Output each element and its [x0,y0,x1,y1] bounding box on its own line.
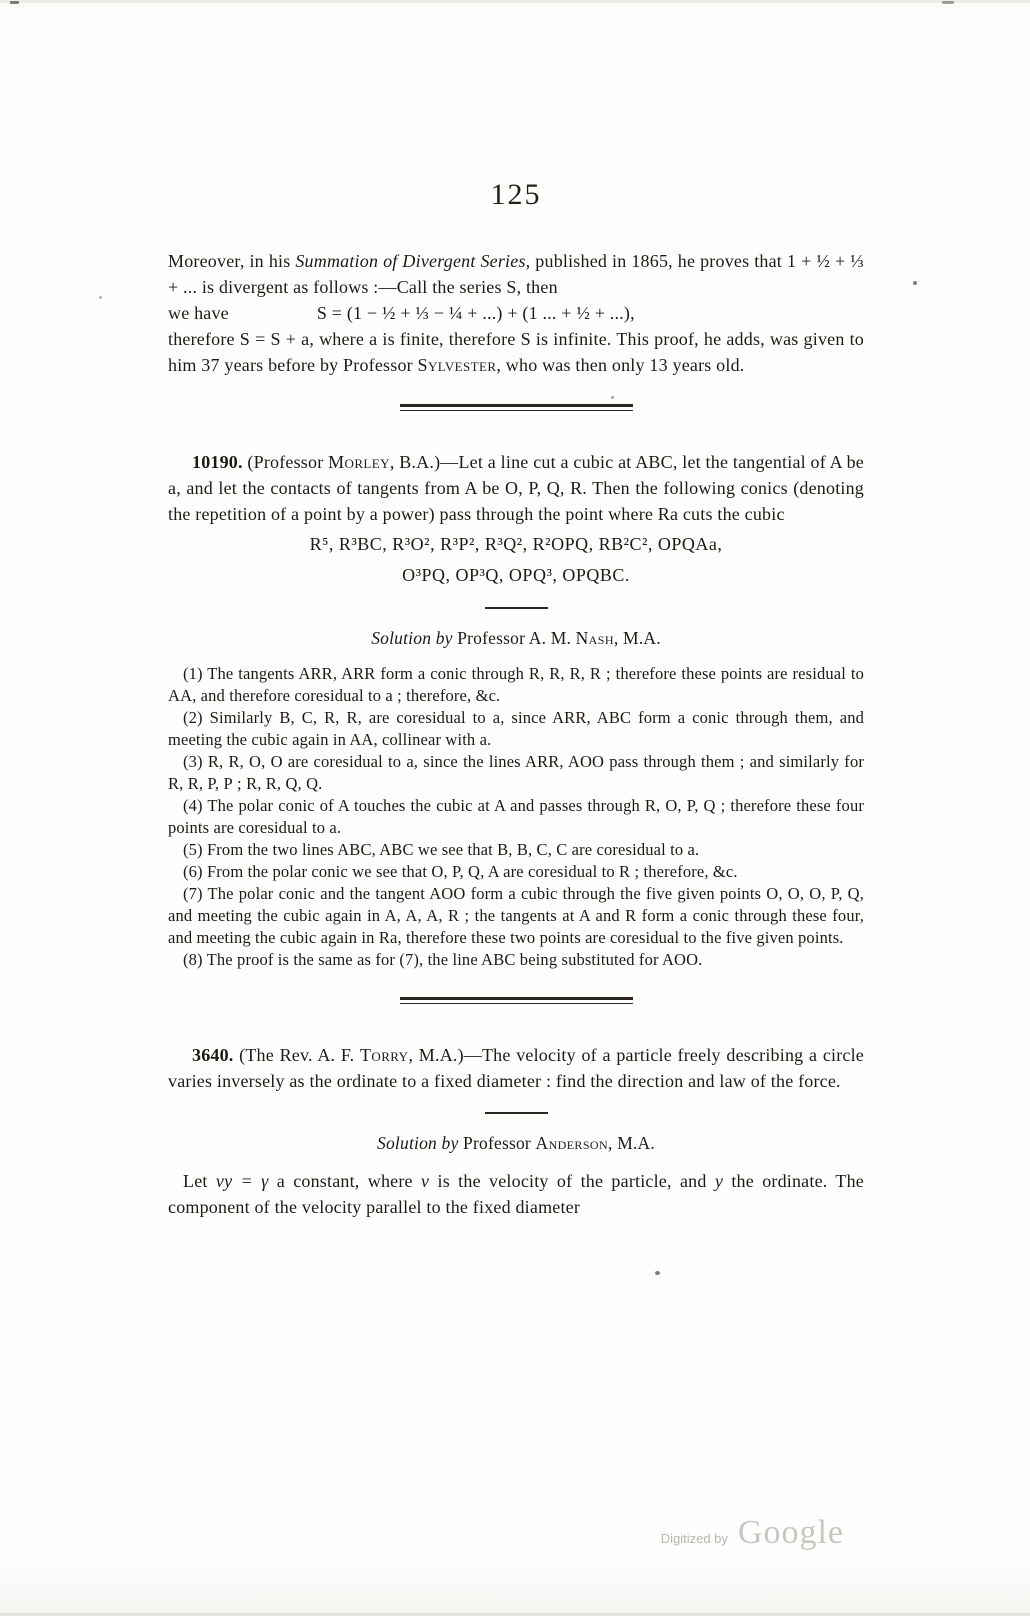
page-number: 125 [490,178,542,211]
page-top-edge [0,0,1030,3]
solution-2-pre-author: Professor [458,1133,536,1153]
we-have-label: we have [168,303,229,323]
name-nash: Nash [575,628,614,648]
math-y: y [714,1171,724,1191]
digitized-by-label: Digitized by [660,1531,728,1546]
problem-3640-text: , M.A.)—The velocity of a particle freely describing a circle varies inversely as the ordinate to a fixed diameter : find the direction and law of the force. [168,1045,864,1091]
problem-10190-section [168,449,864,589]
problem-10190-text: , B.A.)—Let a line cut a cubic at ABC, let the tangential of A be a, and let the contacts of tangents from A be O, P, Q, R. Then the following conics (denoting the repetition of a point by a power) pass through the point where Ra cuts the cubic [168,452,864,524]
name-morley: Morley [328,452,390,472]
math-vy-gamma: vy = γ [215,1171,269,1191]
intro-text-3: therefore S = S + a, where a is finite, therefore S is infinite. This proof, he adds, was given to him 37 years before by Professor [168,329,864,375]
solution-by-italic-2: Solution by [377,1133,459,1153]
solution-paragraph-8: (8) The proof is the same as for (7), the line ABC being substituted for AOO. [183,950,703,969]
series-formula: S = (1 − ½ + ⅓ − ¼ + ...) + (1 ... + ½ + ...), [316,303,635,323]
math-v: v [421,1171,430,1191]
double-rule-divider-2 [400,997,633,1004]
problem-10190-statement [168,449,864,527]
name-torry: Torry [360,1045,409,1065]
intro-text-1: Moreover, in his [168,251,296,271]
solution-paragraph-6: (6) From the polar conic we see that O, P, Q, A are coresidual to R ; therefore, &c. [183,862,738,881]
solution-2-text-2: a constant, where [268,1171,422,1191]
book-title-italic: Summation of Divergent Series [295,251,526,271]
problem-3640-section [168,1042,864,1094]
solution-2-text-3: is the velocity of the particle, and [429,1171,715,1191]
google-watermark [661,1514,844,1552]
solution-paragraph-5: (5) From the two lines ABC, ABC we see that B, B, C, C are coresidual to a. [183,840,700,859]
problem-number-3640: 3640. [192,1045,234,1065]
problem-number-10190: 10190. [192,452,243,472]
formula-line [168,300,864,326]
solution-heading-1 [168,625,864,651]
scan-artifact [10,1,19,4]
scan-artifact [913,281,917,285]
solution-paragraph-4: (4) The polar conic of A touches the cubic at A and passes through R, O, P, Q ; therefore these four points are coresidual to a. [168,796,864,837]
intro-paragraph [168,248,864,300]
short-rule-divider-1 [485,607,548,609]
intro-section [168,248,864,378]
problem-3640-statement [168,1042,864,1094]
short-rule-divider-2 [485,1112,548,1114]
problem-10190-pre-author: (Professor [242,452,329,472]
solution-heading-2 [168,1130,864,1156]
conics-line-2: O³PQ, OP³Q, OPQ³, OPQBC. [402,565,630,585]
solution-by-italic-1: Solution by [371,628,453,648]
scan-artifact [99,296,102,299]
solution-1-pre-author: Professor A. M. [452,628,576,648]
solution-2-post-author: , M.A. [608,1133,655,1153]
intro-text-2: , published in 1865, he proves that 1 + ½ + ⅓ + ... is divergent as follows :—Call the series S, then [168,251,864,297]
solution-2-text-4: the ordinate. The component of the velocity parallel to the fixed diameter [168,1171,864,1217]
scan-artifact [655,1271,660,1275]
solution-2-text-1: Let [183,1171,216,1191]
problem-3640-pre-author: (The Rev. A. F. [233,1045,361,1065]
solution-paragraph-2: (2) Similarly B, C, R, R, are coresidual to a, since ARR, ABC form a conic through them, and meeting the cubic again in AA, collinear with a. [168,708,864,749]
name-anderson: Anderson [535,1133,609,1153]
solution-paragraph-1: (1) The tangents ARR, ARR form a conic through R, R, R, R ; therefore these points are residual to AA, and therefore coresidual to a ; therefore, &c. [168,664,864,705]
solution-paragraph-7: (7) The polar conic and the tangent AOO form a cubic through the five given points O, O, O, P, Q, and meeting the cubic again in A, A, A, R ; the tangents at A and R form a conic through these four, and meeting the cubic again in Ra, therefore these two points are coresidual to the five given points. [168,884,864,947]
solution-2-paragraph [168,1168,864,1220]
intro-text-4: , who was then only 13 years old. [496,355,745,375]
double-rule-divider-1 [400,404,633,411]
scan-artifact [942,1,954,4]
name-sylvester: Sylvester [417,355,497,375]
conics-line-1: R⁵, R³BC, R³O², R³P², R³Q², R²OPQ, RB²C², OPQAa, [309,534,723,554]
intro-paragraph-2 [168,326,864,378]
solution-1-body [168,663,864,971]
solution-paragraph-3: (3) R, R, O, O are coresidual to a, since the lines ARR, AOO pass through them ; and similarly for R, R, P, P ; R, R, Q, Q. [168,752,864,793]
page-content [168,178,864,1220]
solution-1-post-author: , M.A. [613,628,661,648]
google-logo: Google [737,1514,844,1551]
